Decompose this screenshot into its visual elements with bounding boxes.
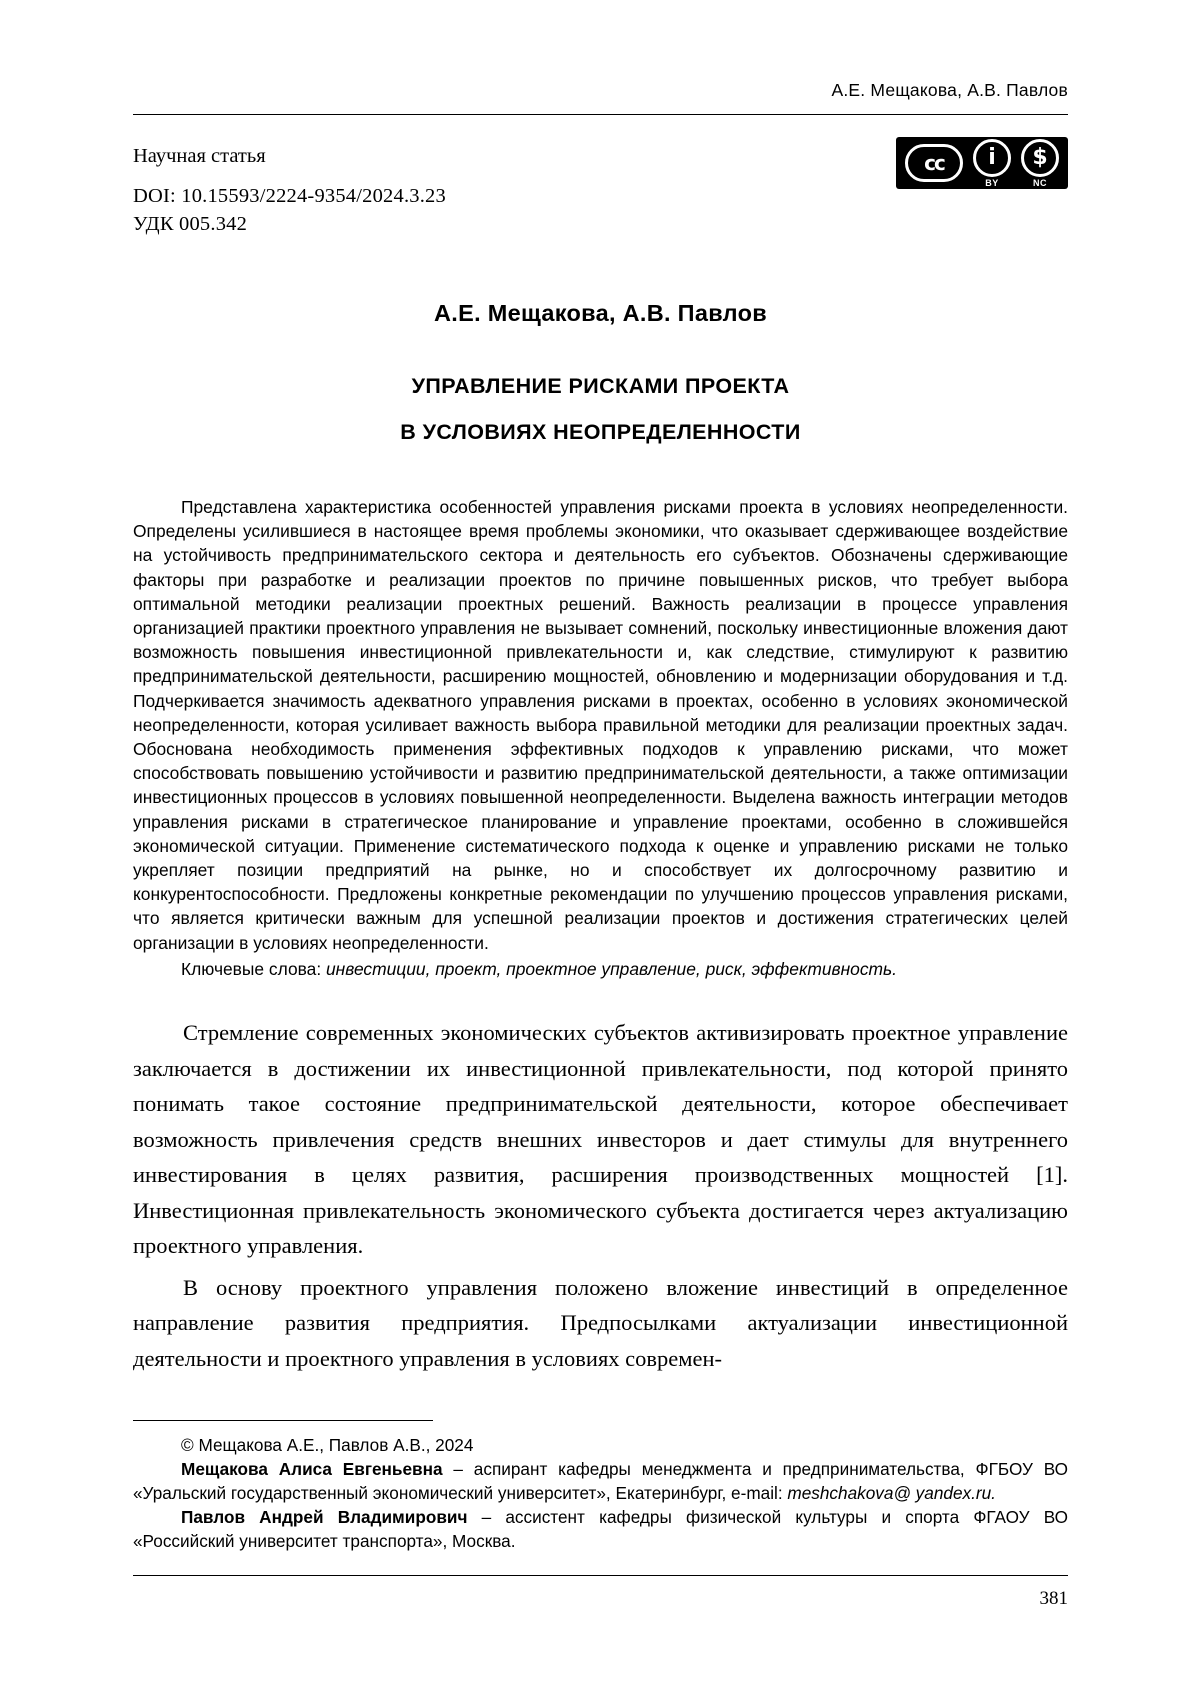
header-divider [133, 114, 1068, 115]
creative-commons-badge [896, 137, 1068, 189]
footer-divider [133, 1575, 1068, 1576]
cc-by-icon [973, 139, 1011, 188]
running-head: А.Е. Мещакова, А.В. Павлов [831, 80, 1068, 100]
page-content [133, 0, 1068, 1553]
page-title [133, 363, 1068, 455]
authors-line: А.Е. Мещакова, А.В. Павлов [434, 300, 767, 326]
keywords-label: Ключевые слова: [181, 958, 322, 979]
cc-nc-icon [1021, 139, 1059, 188]
author2-name: Павлов Андрей Владимирович [181, 1507, 468, 1528]
author1-bio [133, 1457, 1068, 1505]
cc-by-label: BY [985, 177, 999, 188]
keywords-line [133, 957, 1068, 981]
cc-mark-icon: cc [905, 144, 963, 182]
person-icon: i [973, 139, 1011, 177]
author2-bio [133, 1505, 1068, 1553]
author1-name: Мещакова Алиса Евгеньевна [181, 1459, 443, 1480]
cc-nc-label: NC [1033, 177, 1047, 188]
author1-email[interactable]: meshchakova@ yandex.ru. [787, 1483, 996, 1504]
footnote-divider [133, 1420, 433, 1421]
author1-affiliation: – аспирант кафедры менеджмента и предпринимательства, ФГБОУ ВО «Уральский государственный экономический университет», Екатеринбург, e-mail: [133, 1459, 1068, 1504]
crossed-dollar-icon: $ [1021, 139, 1059, 177]
metadata-row [133, 145, 1068, 236]
author2-affiliation: – ассистент кафедры физической культуры и спорта ФГАОУ ВО «Российский университет транспорта», Москва. [133, 1507, 1068, 1552]
keywords-value: инвестиции, проект, проектное управление, риск, эффективность. [326, 958, 898, 979]
body-paragraph-1: Стремление современных экономических субъектов активизировать проектное управление заключается в достижении их инвестиционной привлекательности, под которой принято понимать такое состояние предпринимательской деятельности, которое обеспечивает возможность привлечения средств внешних инвесторов и дает стимулы для внутреннего инвестирования в целях развития, расширения производственных мощностей [1]. Инвестиционная привлекательность экономического субъекта достигается через актуализацию проектного управления. [133, 1020, 1068, 1259]
body-paragraph-2: В основу проектного управления положено вложение инвестиций в определенное направление развития предприятия. Предпосылками актуализации инвестиционной деятельности и проектного управления в условиях современ- [133, 1274, 1068, 1371]
title-line-2: В УСЛОВИЯХ НЕОПРЕДЕЛЕННОСТИ [400, 420, 801, 444]
udk-text: УДК 005.342 [133, 213, 248, 235]
article-type-label: Научная статья [133, 145, 266, 167]
footnote-block [133, 1433, 1068, 1553]
page-number: 381 [1039, 1588, 1068, 1609]
copyright-line: © Мещакова А.Е., Павлов А.В., 2024 [181, 1435, 474, 1456]
cc-logo-icon [905, 144, 963, 182]
title-line-1: УПРАВЛЕНИЕ РИСКАМИ ПРОЕКТА [411, 374, 790, 398]
abstract-text: Представлена характеристика особенностей управления рисками проекта в условиях неопределенности. Определены усилившиеся в настоящее время проблемы экономики, что оказывает сдерживающее воздействие на устойчивость предпринимательского сектора и деятельность его субъектов. Обозначены сдерживающие факторы при разработке и реализации проектов по причине повышенных рисков, что требует выбора оптимальной методики реализации проектных решений. Важность реализации в процессе управления организацией практики проектного управления не вызывает сомнений, поскольку инвестиционные вложения дают возможность повышения инвестиционной привлекательности и, как следствие, стимулируют к развитию предпринимательской деятельности, расширению мощностей, обновлению и модернизации оборудования и т.д. Подчеркивается значимость адекватного управления рисками в проектах, особенно в условиях экономической неопределенности, которая усиливает важность выбора правильной методики для реализации проектных задач. Обоснована необходимость применения эффективных подходов к управлению рисками, что может способствовать повышению устойчивости и развитию предпринимательской деятельности, а также оптимизации инвестиционных процессов в условиях повышенной неопределенности. Выделена важность интеграции методов управления рисками в стратегическое планирование и управление проектами, особенно в сложившейся экономической ситуации. Применение систематического подхода к оценке и управлению рисками не только укрепляет позиции предприятий на рынке, но и способствует их долгосрочному развитию и конкурентоспособности. Предложены конкретные рекомендации по улучшению процессов управления рисками, что является критически важным для успешной реализации проектов и достижения стратегических целей организации в условиях неопределенности. [133, 497, 1068, 953]
footer-area [133, 1575, 1068, 1609]
doi-text: DOI: 10.15593/2224-9354/2024.3.23 [133, 185, 446, 207]
